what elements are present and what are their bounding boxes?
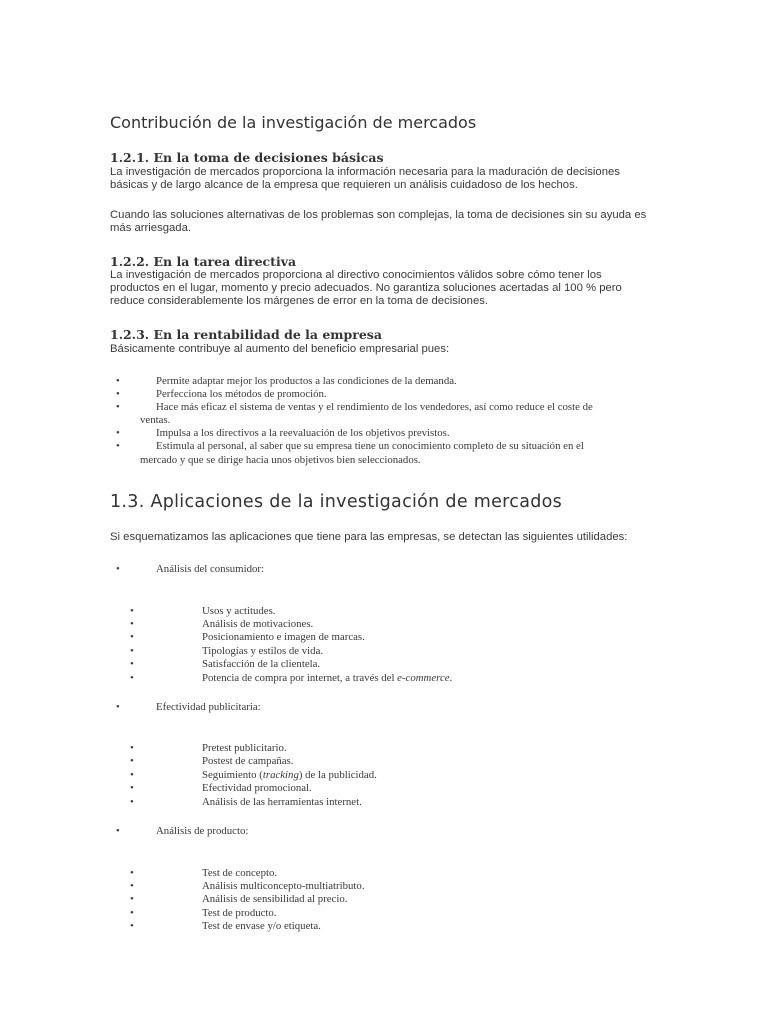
paragraph: La investigación de mercados proporciona al directivo conocimientos válidos sobre cómo tener los productos en el lugar, momento y precio adecuados. No garantiza soluciones acertadas al 100 % pero reduce considerablemente los márgenes de error en la toma de decisiones. (110, 269, 622, 307)
sub-list-item: • Tipologías y estilos de vida. (130, 645, 324, 657)
paragraph: La investigación de mercados proporciona la información necesaria para la maduración de decisiones básicas y de largo alcance de la empresa que requieren un análisis cuidadoso de los hechos. (110, 166, 620, 191)
section-heading-1-3: 1.3. Aplicaciones de la investigación de mercados (110, 492, 563, 512)
bullet-icon: • (116, 825, 120, 837)
paragraph: Cuando las soluciones alternativas de los problemas son complejas, la toma de decisiones sin su ayuda es más arriesgada. (110, 209, 647, 234)
bullet-icon: • (130, 645, 134, 657)
paragraph: Si esquematizamos las aplicaciones que tiene para las empresas, se detectan las siguientes utilidades: (110, 531, 628, 543)
italic-term: tracking (262, 769, 299, 781)
paragraph: Básicamente contribuye al aumento del beneficio empresarial pues: (110, 343, 450, 355)
bullet-icon: • (130, 769, 134, 781)
list-item: • Análisis del consumidor: (116, 563, 264, 575)
sub-list-item: • Análisis de sensibilidad al precio. (130, 893, 348, 905)
bullet-icon: • (130, 796, 134, 808)
section-heading-1-2-3: 1.2.3. En la rentabilidad de la empresa (110, 327, 382, 342)
bullet-icon: • (130, 880, 134, 892)
section-heading-1-2-1: 1.2.1. En la toma de decisiones básicas (110, 150, 384, 165)
list-item: • Hace más eficaz el sistema de ventas y el rendimiento de los vendedores, así como reduce el coste de (116, 401, 593, 413)
list-item-continuation: mercado y que se dirige hacia unos objetivos bien seleccionados. (140, 454, 421, 466)
bullet-icon: • (116, 388, 120, 400)
bullet-icon: • (130, 618, 134, 630)
bullet-icon: • (130, 658, 134, 670)
list-item-continuation: ventas. (140, 414, 171, 426)
sub-list-item: • Seguimiento (tracking) de la publicidad. (130, 769, 377, 781)
section-heading-1-2-2: 1.2.2. En la tarea directiva (110, 254, 297, 269)
sub-list-item: • Análisis multiconcepto-multiatributo. (130, 880, 365, 892)
sub-list-item: • Test de envase y/o etiqueta. (130, 920, 321, 932)
bullet-icon: • (130, 782, 134, 794)
sub-list-item: • Postest de campañas. (130, 755, 294, 767)
page-title: Contribución de la investigación de mercados (110, 113, 477, 132)
bullet-icon: • (130, 867, 134, 879)
bullet-icon: • (130, 631, 134, 643)
list-item: • Análisis de producto: (116, 825, 249, 837)
sub-list-item: • Análisis de las herramientas internet. (130, 796, 362, 808)
bullet-icon: • (116, 375, 120, 387)
bullet-icon: • (130, 605, 134, 617)
bullet-icon: • (116, 701, 120, 713)
list-item: • Permite adaptar mejor los productos a las condiciones de la demanda. (116, 375, 457, 387)
sub-list-item: • Usos y actitudes. (130, 605, 276, 617)
bullet-icon: • (116, 440, 120, 452)
sub-list-item: • Análisis de motivaciones. (130, 618, 314, 630)
bullet-icon: • (130, 672, 134, 684)
bullet-icon: • (130, 755, 134, 767)
sub-list-item: • Pretest publicitario. (130, 742, 287, 754)
bullet-icon: • (116, 427, 120, 439)
sub-list-item: • Satisfacción de la clientela. (130, 658, 321, 670)
sub-list-item: • Efectividad promocional. (130, 782, 312, 794)
sub-list-item: • Posicionamiento e imagen de marcas. (130, 631, 365, 643)
bullet-icon: • (130, 907, 134, 919)
italic-term: e-commerce (397, 672, 450, 684)
list-item: • Impulsa a los directivos a la reevaluación de los objetivos previstos. (116, 427, 450, 439)
list-item: • Perfecciona los métodos de promoción. (116, 388, 327, 400)
list-item: • Efectividad publicitaria: (116, 701, 261, 713)
bullet-icon: • (116, 563, 120, 575)
list-item: • Estimula al personal, al saber que su empresa tiene un conocimiento completo de su situación en el (116, 440, 584, 452)
sub-list-item: • Test de concepto. (130, 867, 278, 879)
bullet-icon: • (130, 742, 134, 754)
sub-list-item: • Test de producto. (130, 907, 277, 919)
sub-list-item: • Potencia de compra por internet, a través del e-commerce. (130, 672, 453, 684)
bullet-icon: • (116, 401, 120, 413)
bullet-icon: • (130, 893, 134, 905)
bullet-icon: • (130, 920, 134, 932)
